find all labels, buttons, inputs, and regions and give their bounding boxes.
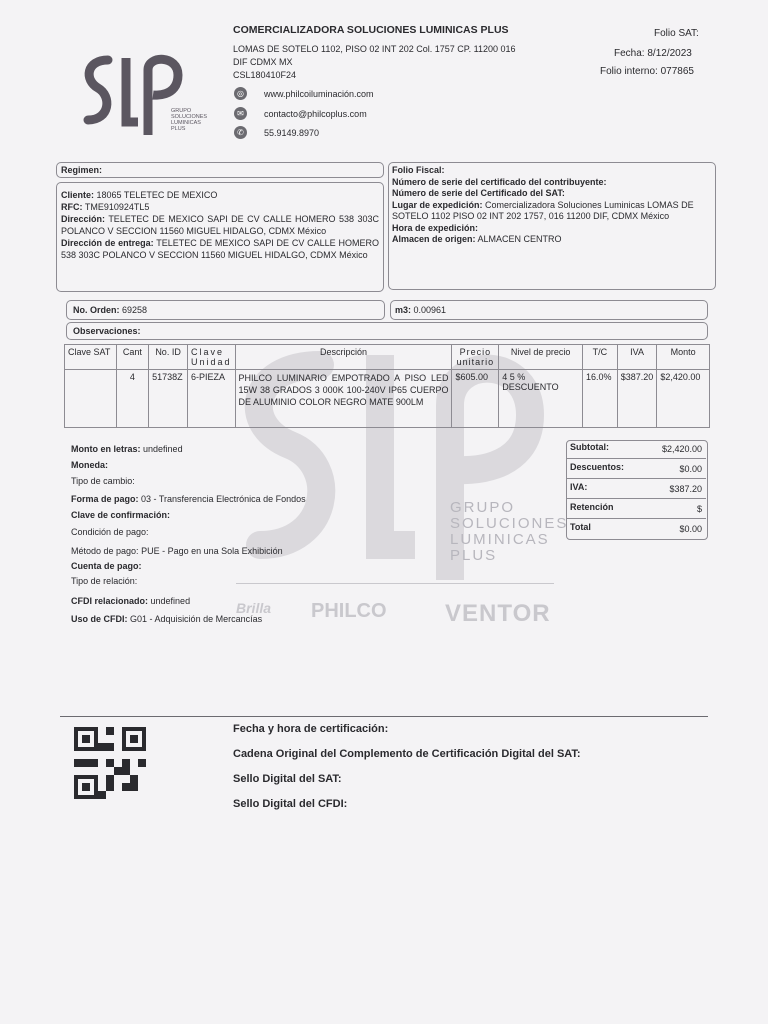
cell-monto: $2,420.00 xyxy=(657,370,710,428)
items-table xyxy=(64,344,710,428)
entrega-row: Dirección de entrega: TELETEC DE MEXICO SAPI DE CV CALLE HOMERO 538 303C POLANCO V SECCION 11560 MIGUEL HIDALGO, CDMX México xyxy=(61,238,379,260)
section-divider xyxy=(60,716,708,717)
watermark-divider xyxy=(236,583,554,584)
detail-row: Método de pago: PUE - Pago en una Sola Exhibición xyxy=(71,546,283,556)
header-cant: Cant xyxy=(116,345,149,370)
retencion-value: $ xyxy=(696,504,702,514)
folio-sat-label: Folio SAT: xyxy=(654,28,699,39)
header-no-id: No. ID xyxy=(149,345,188,370)
cell-nivel: 4 5 % DESCUENTO xyxy=(499,370,583,428)
cliente-row: Cliente: 18065 TELETEC DE MEXICO xyxy=(61,190,218,200)
cert-sello-cfdi-label: Sello Digital del CFDI: xyxy=(233,798,348,810)
table-row xyxy=(65,370,710,428)
almacen-row: Almacen de origen: ALMACEN CENTRO xyxy=(392,234,562,244)
serie-sat-label: Número de serie del Certificado del SAT: xyxy=(392,188,565,198)
detail-row: Moneda: xyxy=(71,460,108,470)
orden-value: 69258 xyxy=(122,305,148,315)
regimen-box xyxy=(56,162,384,178)
header-tc: T/C xyxy=(582,345,617,370)
total-value: $0.00 xyxy=(679,524,702,534)
company-address-2: DIF CDMX MX xyxy=(233,57,293,67)
lugar-row: Lugar de expedición: Comercializadora Soluciones Luminicas LOMAS DE SOTELO 1102 PISO 02 INT 202 1757, 016 11200 DIF, CDMX México xyxy=(392,199,694,221)
brand-brilla: Brilla xyxy=(236,600,272,616)
globe-icon: ◎ xyxy=(234,87,247,100)
retencion-row: Retención $ xyxy=(566,500,706,519)
detail-row: Tipo de relación: xyxy=(71,576,138,586)
cert-sello-sat-label: Sello Digital del SAT: xyxy=(233,773,342,785)
orden-box xyxy=(66,300,385,320)
iva-row: IVA: $387.20 xyxy=(566,480,706,499)
company-name: COMERCIALIZADORA SOLUCIONES LUMINICAS PLUS xyxy=(233,24,509,36)
observaciones-box xyxy=(66,322,708,340)
m3-box xyxy=(390,300,708,320)
cell-precio: $605.00 xyxy=(452,370,499,428)
descuentos-value: $0.00 xyxy=(679,464,702,474)
header-descripcion: Descripción xyxy=(235,345,452,370)
detail-row: Uso de CFDI: G01 - Adquisición de Mercancías xyxy=(71,614,263,624)
orden-row: No. Orden: 69258 xyxy=(73,305,148,315)
cliente-value: 18065 TELETEC DE MEXICO xyxy=(96,190,218,200)
cell-cant: 4 xyxy=(116,370,149,428)
header-nivel: Nivel de precio xyxy=(499,345,583,370)
rfc-value: TME910924TL5 xyxy=(84,202,150,212)
detail-row: Condición de pago: xyxy=(71,527,149,537)
detail-row: Clave de confirmación: xyxy=(71,510,171,520)
company-email[interactable]: contacto@philcoplus.com xyxy=(264,109,367,119)
company-rfc: CSL180410F24 xyxy=(233,70,297,80)
fecha: Fecha: 8/12/2023 xyxy=(614,48,692,59)
folio-fiscal-label: Folio Fiscal: xyxy=(392,165,445,175)
total-row: Total $0.00 xyxy=(570,522,702,534)
company-phone: 55.9149.8970 xyxy=(264,128,320,138)
cell-clave-sat xyxy=(65,370,117,428)
rfc-row: RFC: TME910924TL5 xyxy=(61,202,150,212)
cell-iva: $387.20 xyxy=(617,370,657,428)
header-precio: Precio unitario xyxy=(452,345,499,370)
detail-row: Cuenta de pago: xyxy=(71,561,142,571)
client-box xyxy=(56,182,384,292)
cell-descripcion: PHILCO LUMINARIO EMPOTRADO A PISO LED 15W 38 GRADOS 3 000K 100-240V IP65 CUERPO DE ALUMINIO COLOR NEGRO MATE 900LM xyxy=(235,370,452,428)
cell-no-id: 51738Z xyxy=(149,370,188,428)
direccion-value: TELETEC DE MEXICO SAPI DE CV CALLE HOMERO 538 303C POLANCO V SECCION 11560 MIGUEL HIDALGO, CDMX México xyxy=(61,214,379,236)
cell-unidad: 6-PIEZA xyxy=(188,370,236,428)
descuentos-row: Descuentos: $0.00 xyxy=(566,460,706,479)
header-monto: Monto xyxy=(657,345,710,370)
detail-row: Monto en letras: undefined xyxy=(71,444,183,454)
detail-row: Forma de pago: 03 - Transferencia Electrónica de Fondos xyxy=(71,494,306,504)
fiscal-box xyxy=(388,162,716,290)
observaciones-label: Observaciones: xyxy=(73,326,141,336)
detail-row: CFDI relacionado: undefined xyxy=(71,596,191,606)
table-header-row xyxy=(65,345,710,370)
subtotal-value: $2,420.00 xyxy=(661,444,702,454)
brand-ventor: VENTOR xyxy=(445,600,551,627)
almacen-value: ALMACEN CENTRO xyxy=(477,234,562,244)
entrega-value: TELETEC DE MEXICO SAPI DE CV CALLE HOMERO 538 303C POLANCO V SECCION 11560 MIGUEL HIDALGO, CDMX México xyxy=(61,238,379,260)
serie-contribuyente-label: Número de serie del certificado del contribuyente: xyxy=(392,176,607,187)
detail-row: Tipo de cambio: xyxy=(71,476,135,486)
logo-subtitle: GRUPO SOLUCIONES LUMINICAS PLUS xyxy=(171,108,208,132)
subtotal-row: Subtotal: $2,420.00 xyxy=(566,440,706,459)
cert-cadena-label: Cadena Original del Complemento de Certificación Digital del SAT: xyxy=(233,748,581,760)
cell-tc: 16.0% xyxy=(582,370,617,428)
m3-value: 0.00961 xyxy=(413,305,447,315)
phone-icon: ✆ xyxy=(234,126,247,139)
brand-philco: PHILCO xyxy=(311,600,387,622)
watermark-subtitle: GRUPO SOLUCIONES LUMINICAS PLUS xyxy=(450,499,569,564)
header-clave-sat: Clave SAT xyxy=(65,345,117,370)
m3-row: m3: 0.00961 xyxy=(395,305,447,315)
direccion-row: Dirección: TELETEC DE MEXICO SAPI DE CV CALLE HOMERO 538 303C POLANCO V SECCION 11560 MIGUEL HIDALGO, CDMX México xyxy=(61,214,379,236)
header-iva: IVA xyxy=(617,345,657,370)
qr-code-icon xyxy=(74,727,146,799)
email-icon: ✉ xyxy=(234,107,247,120)
hora-label: Hora de expedición: xyxy=(392,222,479,233)
company-website[interactable]: www.philcoiluminación.com xyxy=(264,89,374,99)
company-address-1: LOMAS DE SOTELO 1102, PISO 02 INT 202 Col. 1757 CP. 11200 016 xyxy=(233,44,516,54)
folio-interno: Folio interno: 077865 xyxy=(600,66,694,77)
lugar-value: Comercializadora Soluciones Luminicas LOMAS DE SOTELO 1102 PISO 02 INT 202 1757, 016 11200 DIF, CDMX México xyxy=(392,199,694,221)
cert-fecha-label: Fecha y hora de certificación: xyxy=(233,723,389,735)
header-clave-unidad: Clave Unidad xyxy=(188,345,236,370)
regimen-label: Regimen: xyxy=(61,165,103,175)
iva-value: $387.20 xyxy=(669,484,702,494)
